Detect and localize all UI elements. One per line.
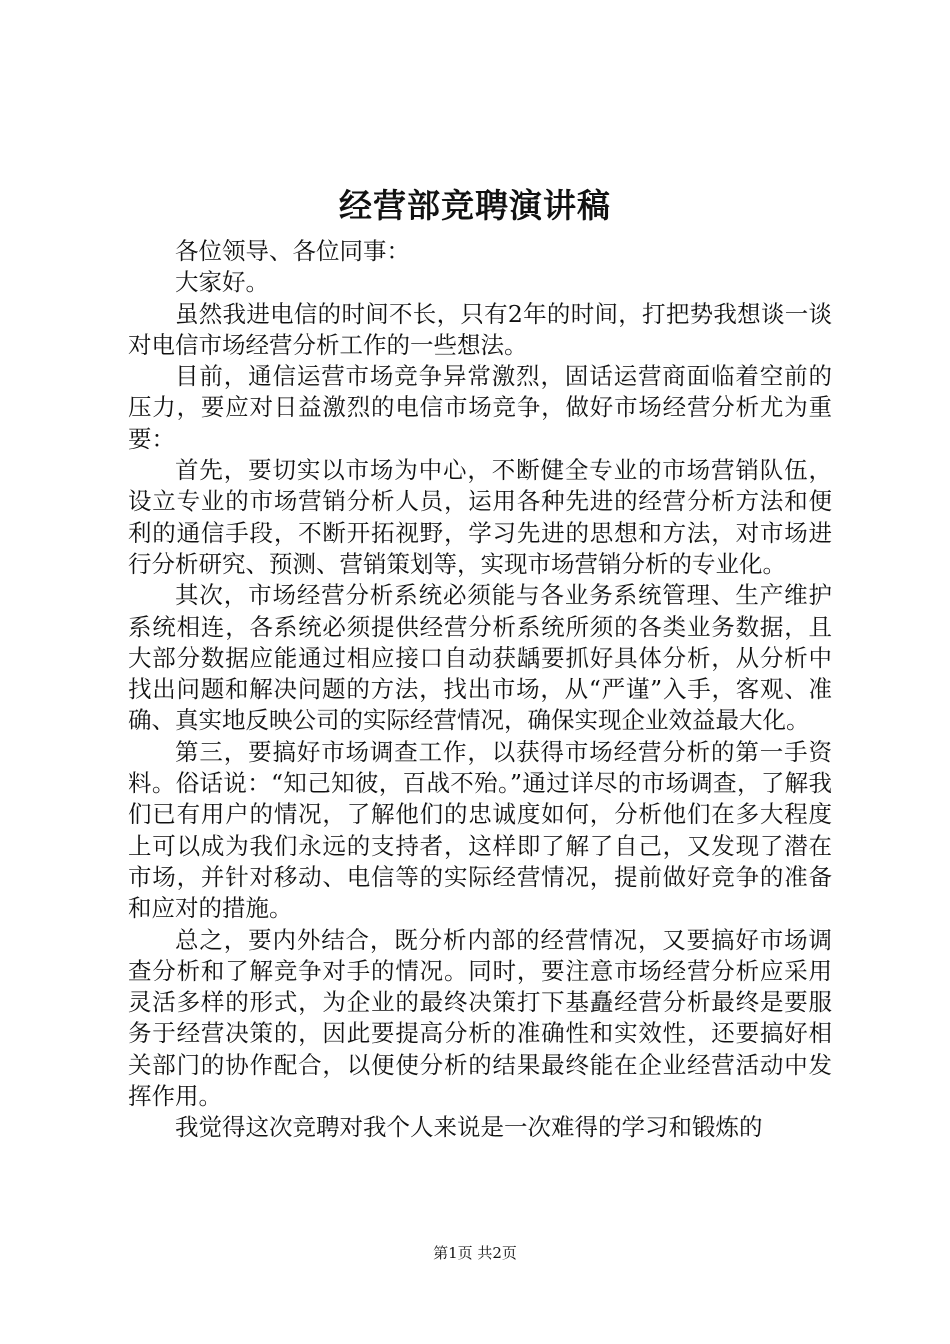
paragraph-first-point: 首先，要切实以市场为中心，不断健全专业的市场营销队伍，设立专业的市场营销分析人员，运用各种先进的经营分析方法和便利的通信手段，不断开拓视野，学习先进的思想和方法，对市场进行分析研究、预测、营销策划等，实现市场营销分析的专业化。 [128, 456, 832, 578]
paragraph-current-situation: 目前，通信运营市场竞争异常激烈，固话运营商面临着空前的压力，要应对日益激烈的电信市场竞争，做好市场经营分析尤为重要： [128, 362, 832, 453]
page-number-footer: 第1页 共2页 [433, 1244, 517, 1262]
paragraph-intro: 虽然我进电信的时间不长，只有2年的时间，打把势我想谈一谈对电信市场经营分析工作的一些想法。 [128, 299, 832, 359]
paragraph-summary: 总之，要内外结合，既分析内部的经营情况，又要搞好市场调查分析和了解竞争对手的情况。同时，要注意市场经营分析应采用灵活多样的形式，为企业的最终决策打下基矗经营分析最终是要服务于经营决策的，因此要提高分析的准确性和实效性，还要搞好相关部门的协作配合，以便使分析的结果最终能在企业经营活动中发挥作用。 [128, 925, 832, 1111]
paragraph-second-point: 其次，市场经营分析系统必须能与各业务系统管理、生产维护系统相连，各系统必须提供经营分析系统所须的各类业务数据，且大部分数据应能通过相应接口自动获龋要抓好具体分析，从分析中找出问题和解决问题的方法，找出市场，从“严谨”入手，客观、准确、真实地反映公司的实际经营情况，确保实现企业效益最大化。 [128, 581, 832, 735]
document-title: 经营部竞聘演讲稿 [339, 186, 611, 225]
document-body [128, 236, 832, 1144]
paragraph-salutation: 各位领导、各位同事： [175, 237, 410, 265]
paragraph-closing: 我觉得这次竞聘对我个人来说是一次难得的学习和锻炼的 [175, 1113, 763, 1142]
paragraph-third-point: 第三，要搞好市场调查工作，以获得市场经营分析的第一手资料。俗话说：“知己知彼，百战不殆。”通过详尽的市场调查，了解我们已有用户的情况，了解他们的忠诚度如何，分析他们在多大程度上可以成为我们永远的支持者，这样即了解了自己，又发现了潜在市场，并针对移动、电信等的实际经营情况，提前做好竞争的准备和应对的措施。 [128, 737, 832, 923]
paragraph-greeting: 大家好。 [175, 268, 269, 297]
